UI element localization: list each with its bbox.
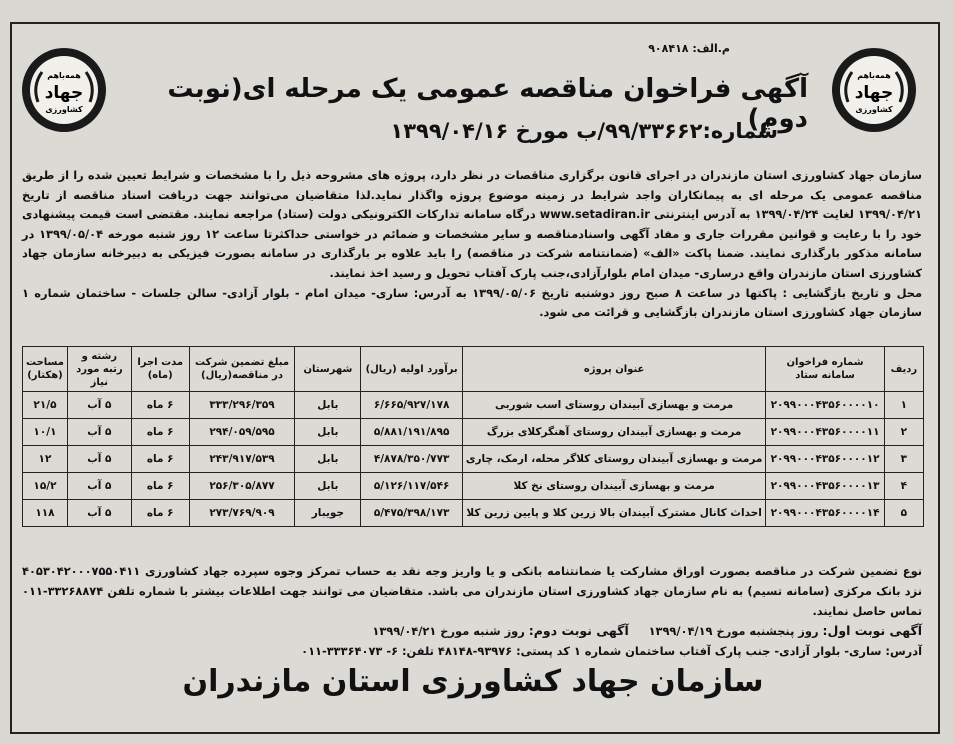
cell-project-title: مرمت و بهسازی آبیندان روستای نخ کلا	[462, 473, 766, 500]
cell-guarantee: ۲۵۶/۳۰۵/۸۷۷	[189, 473, 295, 500]
logo-line3: کشاورزی	[45, 105, 83, 114]
cell-duration: ۶ ماه	[131, 500, 189, 527]
guarantee-text: نوع تضمین شرکت در مناقصه بصورت اوراق مشارکت یا ضمانتنامه بانکی و یا واریز وجه نقد به حساب تمرکز وجوه سپرده جهاد کشاورزی ۴۰۵۳۰۴۲۰۰۰۷۵۵۰۴۱۱ نزد بانک مرکزی (سامانه تسیم) به نام سازمان جهاد کشاورزی استان مازندران می باشد. متقاضیان می توانند جهت اطلاعات بیشتر با شماره تلفن ۳۳۲۶۸۸۷۴-۰۱۱ تماس حاصل نمایند.	[22, 564, 922, 618]
table-row	[23, 419, 924, 446]
cell-grade: ۵ آب	[67, 419, 131, 446]
cell-estimate: ۶/۶۶۵/۹۲۷/۱۷۸	[361, 392, 462, 419]
jahad-keshavarzi-logo-icon	[20, 46, 108, 134]
publish-dates	[22, 621, 922, 641]
header-project-title: عنوان پروژه	[462, 347, 766, 392]
cell-duration: ۶ ماه	[131, 446, 189, 473]
intro-paragraph-1: سازمان جهاد کشاورزی استان مازندران در اجرای قانون برگزاری مناقصات در نظر دارد، پروژه های مشروحه ذیل را با مشخصات و شرایط تعیین شده را از طریق مناقصه عمومی یک مرحله ای به پیمانکاران واجد شرایط در زمینه موضوع پروژه واگذار نماید.لذا متقاضیان می‌توانند جهت دریافت اسناد مناقصه از تاریخ ۱۳۹۹/۰۴/۲۱ لغایت ۱۳۹۹/۰۴/۲۴ به آدرس اینترنتی	[22, 168, 922, 222]
logo-line1: همه‌باهم	[857, 71, 891, 80]
cell-area: ۱۲	[23, 446, 68, 473]
cell-grade: ۵ آب	[67, 446, 131, 473]
header-grade: رشته و رتبه مورد نیاز	[67, 347, 131, 392]
tender-number: شماره:۹۹/۳۳۶۶۲/ب مورخ ۱۳۹۹/۰۴/۱۶	[390, 119, 778, 143]
table-row	[23, 473, 924, 500]
address-text: آدرس: ساری- بلوار آزادی- جنب پارک آفتاب ساختمان شماره ۱ کد پستی: ۹۳۹۷۶-۴۸۱۴۸ تلفن: ۶- ۳۳۳۶۴۰۷۳-۰۱۱	[301, 644, 922, 658]
header-call-number: شماره فراخوان سامانه ستاد	[766, 347, 884, 392]
cell-call-number: ۲۰۹۹۰۰۰۴۳۵۶۰۰۰۰۱۰	[766, 392, 884, 419]
table-header-row	[23, 347, 924, 392]
cell-estimate: ۵/۱۲۶/۱۱۷/۵۴۶	[361, 473, 462, 500]
cell-guarantee: ۳۳۳/۲۹۶/۳۵۹	[189, 392, 295, 419]
cell-project-title: احداث کانال مشترک آبیندان بالا زرین کلا و پایین زرین کلا	[462, 500, 766, 527]
header-city: شهرستان	[295, 347, 361, 392]
website-link[interactable]: www.setadiran.ir	[539, 207, 650, 222]
cell-duration: ۶ ماه	[131, 419, 189, 446]
first-publish-date: روز پنجشنبه مورخ ۱۳۹۹/۰۴/۱۹	[648, 624, 819, 638]
bottom-text	[22, 561, 922, 661]
advertisement-page	[10, 22, 940, 734]
cell-call-number: ۲۰۹۹۰۰۰۴۳۵۶۰۰۰۰۱۱	[766, 419, 884, 446]
cell-area: ۱۰/۱	[23, 419, 68, 446]
cell-row-number: ۵	[884, 500, 923, 527]
cell-area: ۲۱/۵	[23, 392, 68, 419]
header-estimate: برآورد اولیه (ریال)	[361, 347, 462, 392]
intro-paragraph-3: محل و تاریخ بازگشایی : پاکتها در ساعت ۸ صبح روز دوشنبه تاریخ ۱۳۹۹/۰۵/۰۶ به آدرس: ساری- میدان امام - بلوار آزادی- سالن جلسات - ساختمان شماره ۱ سازمان جهاد کشاورزی استان مازندران بازگشایی و قرائت می شود.	[22, 285, 923, 320]
logo-line1: همه‌باهم	[47, 71, 81, 80]
table-row	[23, 446, 924, 473]
cell-grade: ۵ آب	[67, 392, 131, 419]
cell-duration: ۶ ماه	[131, 473, 189, 500]
reference-number: م.الف: ۹۰۸۴۱۸	[648, 42, 730, 55]
cell-row-number: ۲	[884, 419, 923, 446]
cell-guarantee: ۲۹۴/۰۵۹/۵۹۵	[189, 419, 295, 446]
cell-call-number: ۲۰۹۹۰۰۰۴۳۵۶۰۰۰۰۱۴	[766, 500, 884, 527]
cell-project-title: مرمت و بهسازی آبیندان روستای اسب شوربی	[462, 392, 766, 419]
cell-area: ۱۱۸	[23, 500, 68, 527]
first-publish-label: آگهی نوبت اول:	[822, 623, 922, 638]
cell-city: بابل	[295, 392, 361, 419]
header-duration: مدت اجرا (ماه)	[131, 347, 189, 392]
table-row	[23, 500, 924, 527]
cell-project-title: مرمت و بهسازی آبیندان روستای کلاگر محله، ارمک، چاری	[462, 446, 766, 473]
cell-grade: ۵ آب	[67, 473, 131, 500]
cell-estimate: ۵/۴۷۵/۳۹۸/۱۷۳	[361, 500, 462, 527]
cell-estimate: ۵/۸۸۱/۱۹۱/۸۹۵	[361, 419, 462, 446]
cell-guarantee: ۲۴۳/۹۱۷/۵۳۹	[189, 446, 295, 473]
header-area: مساحت (هکتار)	[23, 347, 68, 392]
cell-city: بابل	[295, 473, 361, 500]
logo-line2: جهاد	[44, 83, 84, 103]
header-guarantee: مبلغ تضمین شرکت در مناقصه(ریال)	[189, 347, 295, 392]
organization-name: سازمان جهاد کشاورزی استان مازندران	[182, 664, 764, 699]
projects-table	[22, 346, 924, 527]
cell-row-number: ۱	[884, 392, 923, 419]
cell-estimate: ۴/۸۷۸/۳۵۰/۷۷۳	[361, 446, 462, 473]
cell-project-title: مرمت و بهسازی آبیندان روستای آهنگرکلای بزرگ	[462, 419, 766, 446]
intro-text	[22, 166, 922, 323]
table-row	[23, 392, 924, 419]
cell-city: جویبار	[295, 500, 361, 527]
logo-line2: جهاد	[854, 83, 894, 103]
cell-call-number: ۲۰۹۹۰۰۰۴۳۵۶۰۰۰۰۱۲	[766, 446, 884, 473]
cell-area: ۱۵/۲	[23, 473, 68, 500]
cell-city: بابل	[295, 446, 361, 473]
header-row-number: ردیف	[884, 347, 923, 392]
second-publish-label: آگهی نوبت دوم:	[528, 623, 629, 638]
logo-line3: کشاورزی	[855, 105, 893, 114]
page-title: آگهی فراخوان مناقصه عمومی یک مرحله ای(نوبت دوم)	[167, 74, 808, 134]
cell-guarantee: ۲۷۳/۷۶۹/۹۰۹	[189, 500, 295, 527]
cell-duration: ۶ ماه	[131, 392, 189, 419]
cell-grade: ۵ آب	[67, 500, 131, 527]
cell-call-number: ۲۰۹۹۰۰۰۴۳۵۶۰۰۰۰۱۳	[766, 473, 884, 500]
cell-row-number: ۴	[884, 473, 923, 500]
jahad-keshavarzi-logo-icon	[830, 46, 918, 134]
second-publish-date: روز شنبه مورخ ۱۳۹۹/۰۴/۲۱	[372, 624, 525, 638]
cell-city: بابل	[295, 419, 361, 446]
intro-paragraph-2: درگاه سامانه تدارکات الکترونیکی دولت (ستاد) مراجعه نمایند. مقتضی است قیمت پیشنهادی خود را با رعایت و قوانین مقررات جاری و مفاد آگهی واسنادمناقصه و سایر مشخصات و ضمائم در خواستی حداکثرتا ساعت ۱۲ روز شنبه مورخه ۱۳۹۹/۰۵/۰۴ در سامانه مذکور بارگذاری نمایند. ضمنا پاکت «الف» (ضمانتنامه شرکت در مناقصه) را باید علاوه بر بارگذاری در سامانه بصورت فیزیکی به دبیرخانه سازمان جهاد کشاورزی استان مازندران واقع درساری- میدان امام بلوارآزادی،جنب پارک آفتاب تحویل و رسید اخذ نمایند.	[22, 207, 923, 280]
cell-row-number: ۳	[884, 446, 923, 473]
